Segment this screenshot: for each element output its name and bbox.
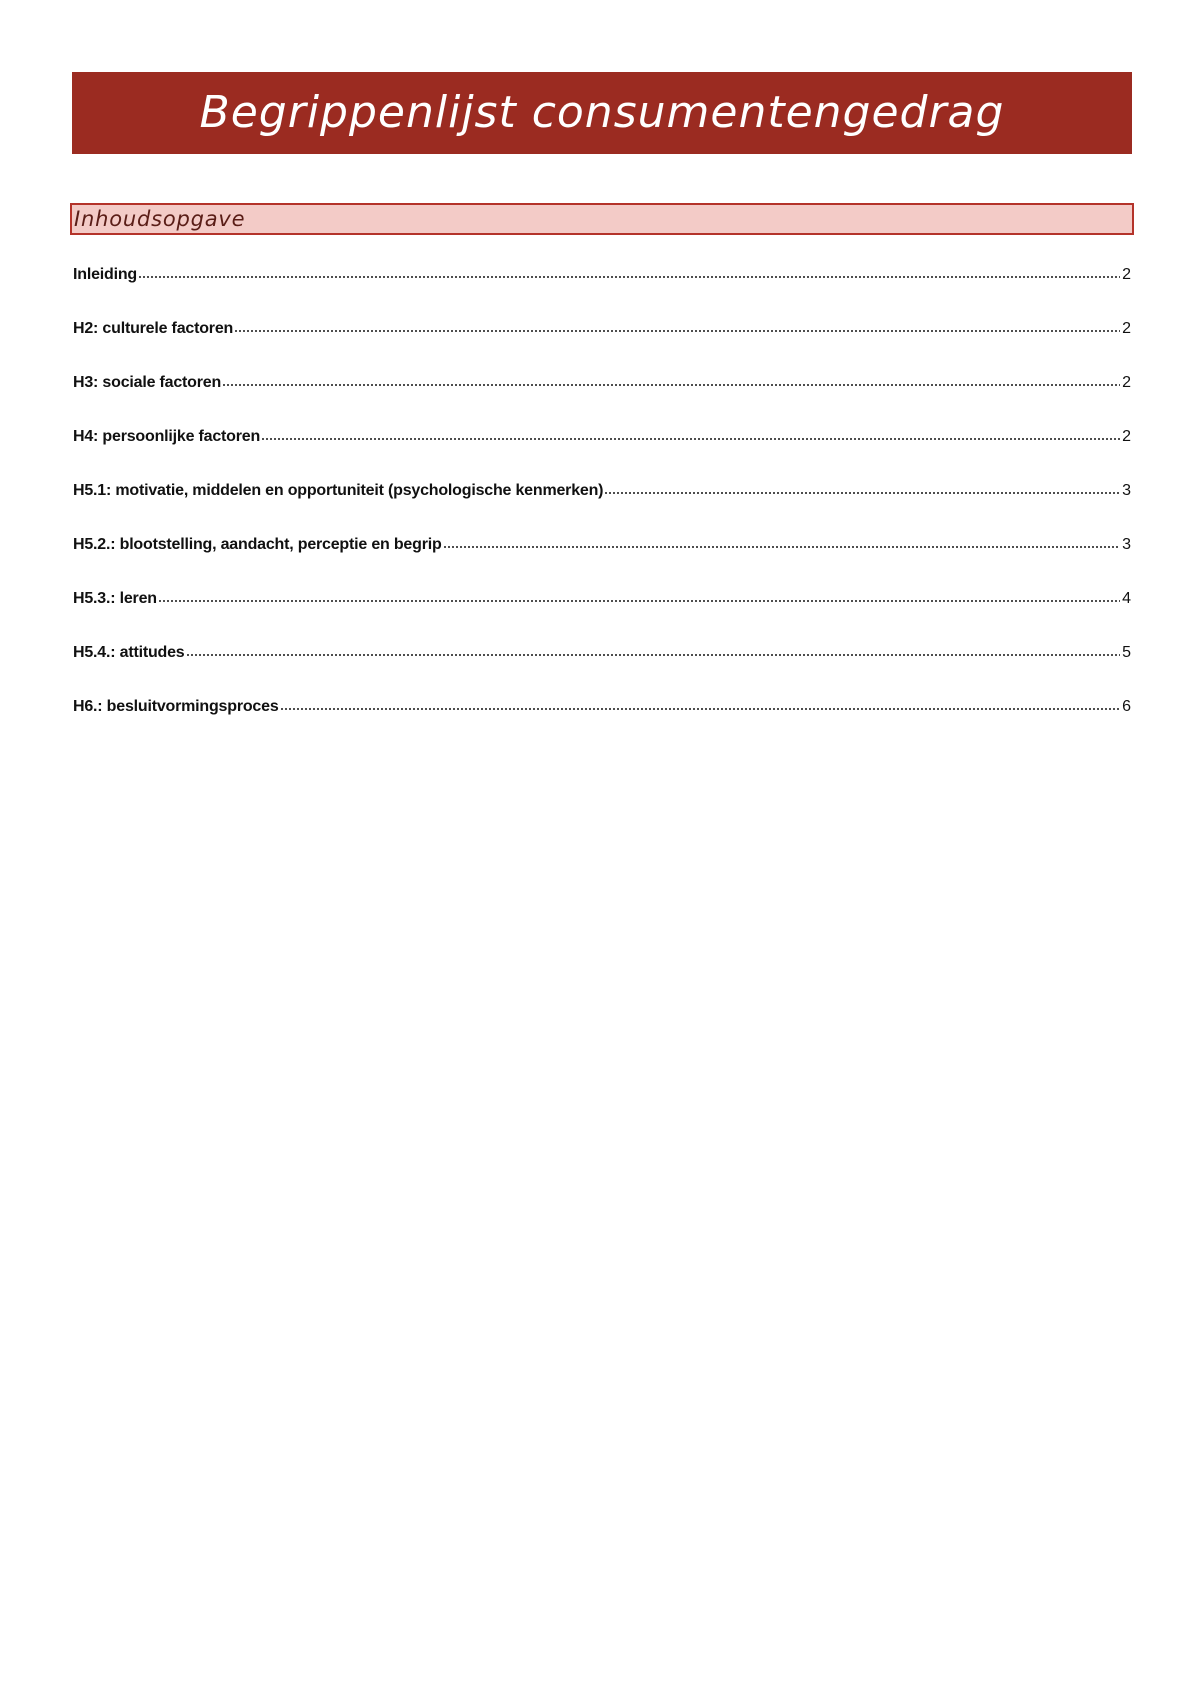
toc-entry-h5-3[interactable] [73,585,1131,639]
toc-entry-page-number: 3 [1122,536,1131,553]
toc-entry-page-number: 6 [1122,698,1131,715]
toc-dot-leader [234,319,1120,337]
toc-dot-leader [604,481,1120,499]
toc-entry-label: H2: culturele factoren [73,320,234,337]
toc-dot-leader [138,265,1120,283]
toc-entry-label: H5.2.: blootstelling, aandacht, perceptie en begrip [73,536,442,553]
toc-dot-leader [222,373,1120,391]
toc-entry-page-number: 3 [1122,482,1131,499]
toc-entry-h2[interactable] [73,315,1131,369]
toc-entry-label: H3: sociale factoren [73,374,222,391]
toc-entry-page-number: 2 [1122,374,1131,391]
toc-entry-h5-2[interactable] [73,531,1131,585]
toc-entry-h3[interactable] [73,369,1131,423]
document-title: Begrippenlijst consumentengedrag [199,86,1005,138]
toc-heading-box [70,203,1134,235]
toc-entry-h5-4[interactable] [73,639,1131,693]
toc-entry-inleiding[interactable] [73,261,1131,315]
toc-entry-h4[interactable] [73,423,1131,477]
toc-entry-page-number: 5 [1122,644,1131,661]
toc-dot-leader [158,589,1120,607]
toc-entry-h6[interactable] [73,693,1131,747]
table-of-contents [73,261,1131,747]
toc-dot-leader [443,535,1121,553]
toc-entry-label: H5.1: motivatie, middelen en opportuniteit (psychologische kenmerken) [73,482,604,499]
toc-entry-page-number: 2 [1122,266,1131,283]
toc-entry-page-number: 2 [1122,428,1131,445]
toc-entry-h5-1[interactable] [73,477,1131,531]
title-banner [72,72,1132,154]
toc-entry-label: H5.4.: attitudes [73,644,185,661]
toc-dot-leader [186,643,1121,661]
toc-entry-label: H6.: besluitvormingsproces [73,698,279,715]
toc-entry-page-number: 4 [1122,590,1131,607]
toc-entry-label: H5.3.: leren [73,590,157,607]
toc-heading: Inhoudsopgave [74,207,246,231]
toc-entry-page-number: 2 [1122,320,1131,337]
toc-entry-label: H4: persoonlijke factoren [73,428,261,445]
toc-dot-leader [280,697,1121,715]
toc-dot-leader [261,427,1120,445]
toc-entry-label: Inleiding [73,266,137,283]
